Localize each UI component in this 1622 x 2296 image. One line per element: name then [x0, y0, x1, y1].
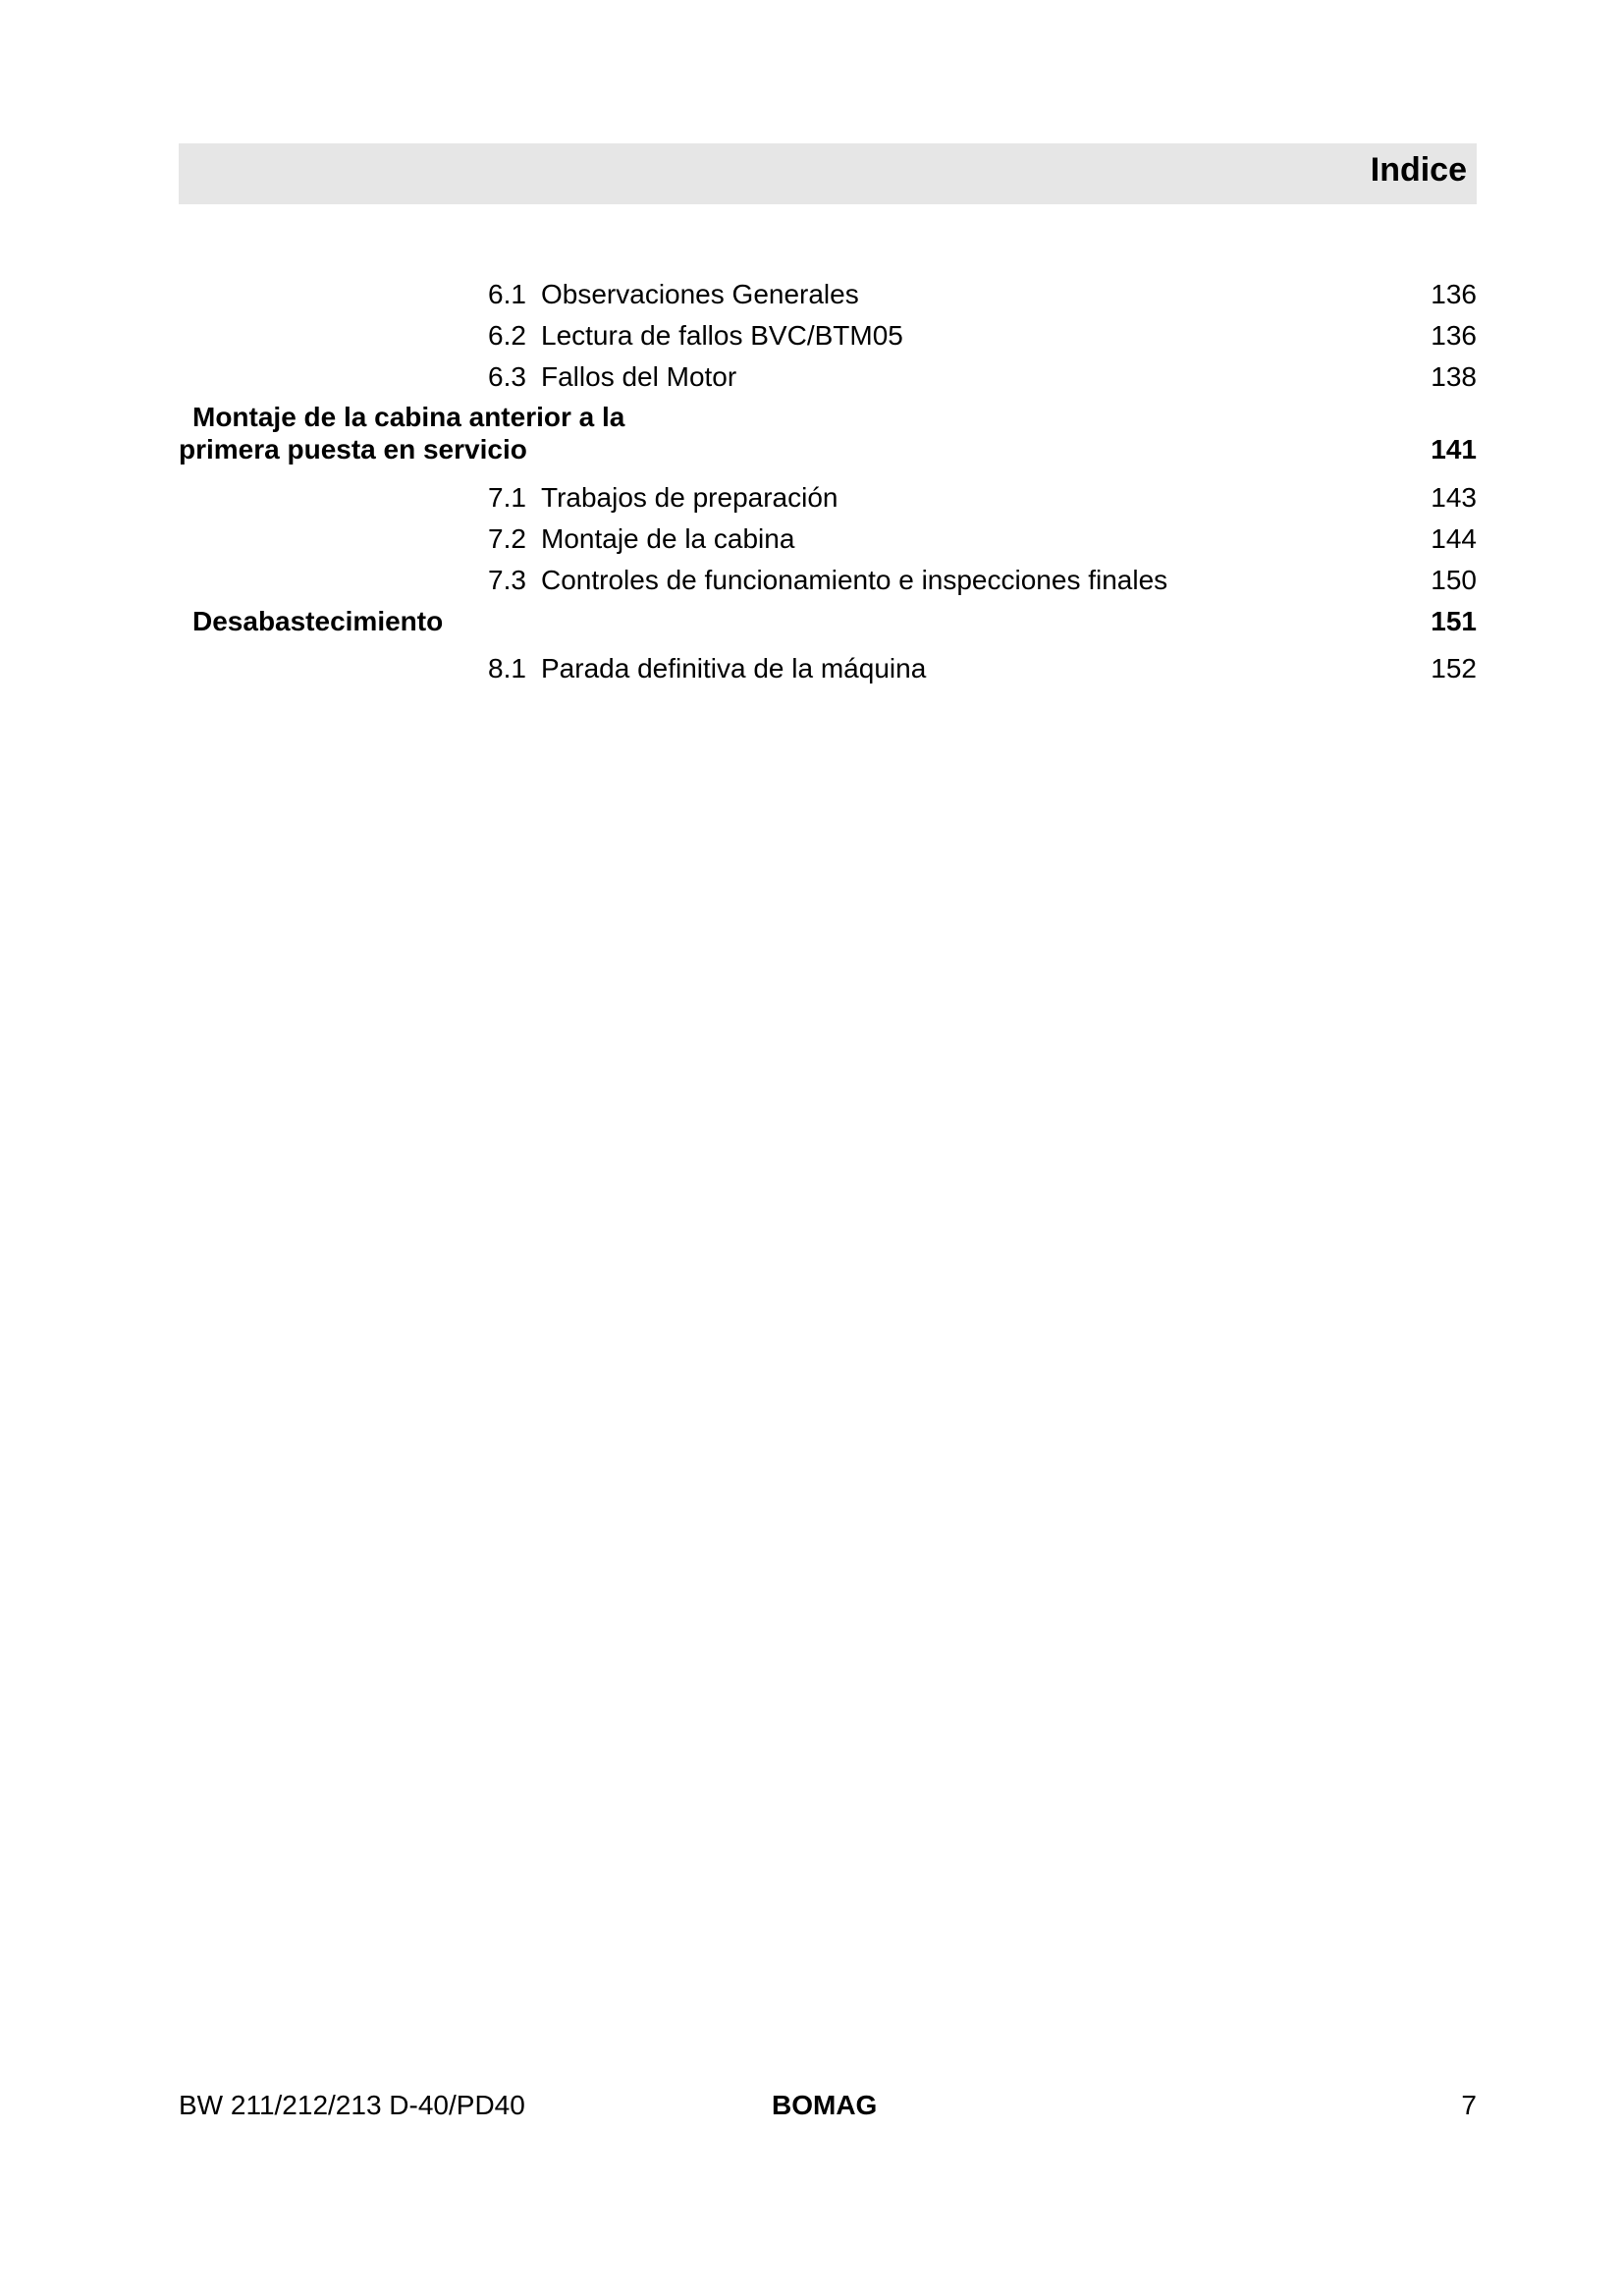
toc-page-number: 152 — [1431, 653, 1477, 683]
toc-section-number: 7.3 — [488, 565, 526, 595]
toc-chapter-page-number: 151 — [1431, 606, 1477, 636]
toc-section-title: Trabajos de preparación — [541, 482, 838, 513]
page-title: Indice — [1370, 151, 1467, 189]
footer-page-number: 7 — [1461, 2090, 1477, 2120]
toc-chapter-title-line1: Montaje de la cabina anterior a la — [192, 402, 625, 432]
toc-section-title: Lectura de fallos BVC/BTM05 — [541, 320, 903, 351]
toc-section-number: 6.2 — [488, 320, 526, 351]
toc-section-number: 7.2 — [488, 523, 526, 554]
toc-chapter-title-line2: primera puesta en servicio — [179, 434, 527, 465]
toc-chapter-title: Desabastecimiento — [192, 606, 444, 636]
toc-page-number: 143 — [1431, 482, 1477, 513]
toc-section-title: Fallos del Motor — [541, 361, 737, 392]
toc-section-title: Controles de funcionamiento e inspecciones finales — [541, 565, 1168, 595]
toc-page-number: 138 — [1431, 361, 1477, 392]
toc-section-number: 7.1 — [488, 482, 526, 513]
footer-brand: BOMAG — [772, 2090, 878, 2120]
toc-page-number: 136 — [1431, 320, 1477, 351]
toc-page-number: 144 — [1431, 523, 1477, 554]
toc-section-title: Montaje de la cabina — [541, 523, 795, 554]
toc-page-number: 150 — [1431, 565, 1477, 595]
footer-model: BW 211/212/213 D-40/PD40 — [179, 2090, 525, 2120]
toc-section-number: 6.1 — [488, 279, 526, 309]
toc-section-title: Observaciones Generales — [541, 279, 859, 309]
toc-section-number: 8.1 — [488, 653, 526, 683]
toc-chapter-page-number: 141 — [1431, 434, 1477, 465]
toc-section-title: Parada definitiva de la máquina — [541, 653, 927, 683]
header-band — [179, 143, 1477, 204]
toc-section-number: 6.3 — [488, 361, 526, 392]
toc-page-number: 136 — [1431, 279, 1477, 309]
